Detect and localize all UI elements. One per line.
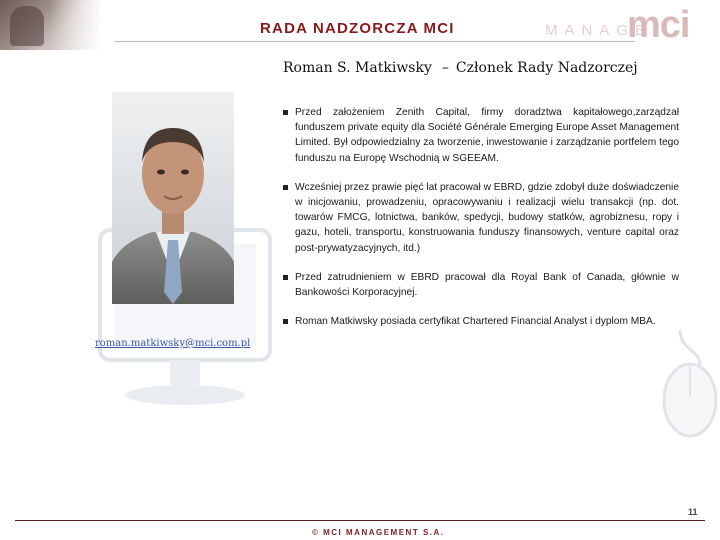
corner-photo-figure [10, 6, 44, 46]
bio-bullet-text: Roman Matkiwsky posiada certyfikat Chartered Financial Analyst i dyplom MBA. [295, 316, 656, 328]
bio-bullet [283, 314, 679, 329]
bullet-square-icon [283, 275, 288, 280]
bio-bullet-text: Przed zatrudnieniem w EBRD pracował dla Royal Bank of Canada, głównie w Bankowości Korporacyjnej. [295, 271, 679, 299]
bullet-square-icon [283, 110, 288, 115]
corner-photo-fade [50, 0, 100, 50]
footer-divider [15, 520, 705, 521]
corner-decorative-photo [0, 0, 100, 50]
name-role-separator: – [441, 60, 449, 76]
email-link[interactable]: roman.matkiwsky@mci.com.pl [95, 338, 251, 349]
mci-logo: mci [627, 4, 690, 46]
footer-copyright: © MCI MANAGEMENT S.A. [312, 528, 445, 537]
computer-mouse-watermark-icon [640, 330, 720, 440]
person-heading [283, 60, 638, 76]
page-number: 11 [688, 507, 698, 517]
bio-bullet [283, 270, 679, 300]
person-role: Członek Rady Nadzorczej [455, 60, 638, 76]
management-watermark: MANAGE [545, 22, 653, 39]
header-divider [115, 41, 635, 42]
bullet-square-icon [283, 185, 288, 190]
portrait-photo [112, 92, 234, 304]
bio-bullet [283, 105, 679, 166]
bio-bullet [283, 180, 679, 256]
bio-bullet-list [283, 105, 679, 343]
bio-bullet-text: Przed założeniem Zenith Capital, firmy doradztwa kapitałowego,zarządzał funduszem private equity dla Société Générale Emerging Europe Asset Management Limited. Był odpowiedzialny za tworzenie, inwestowanie i zarządzanie portfelem tego funduszu na Europę Wschodnią w SGEEAM. [295, 107, 679, 164]
person-name: Roman S. Matkiwsky [283, 60, 432, 76]
page-title: RADA NADZORCZA MCI [260, 20, 455, 37]
bio-bullet-text: Wcześniej przez prawie pięć lat pracował w EBRD, gdzie zdobył duże doświadczenie w inicjowaniu, prowadzeniu, opracowywaniu i realizacji wielu transakcji (np. dot. towarów FMCG, lotnictwa, banków, spedycji, budowy statków, agrobiznesu, ropy i gazu, hoteli, transportu, konstruowania funduszy finansowych, venture capital oraz post-prywatyzacyjnych, itd.) [295, 181, 679, 254]
bullet-square-icon [283, 319, 288, 324]
